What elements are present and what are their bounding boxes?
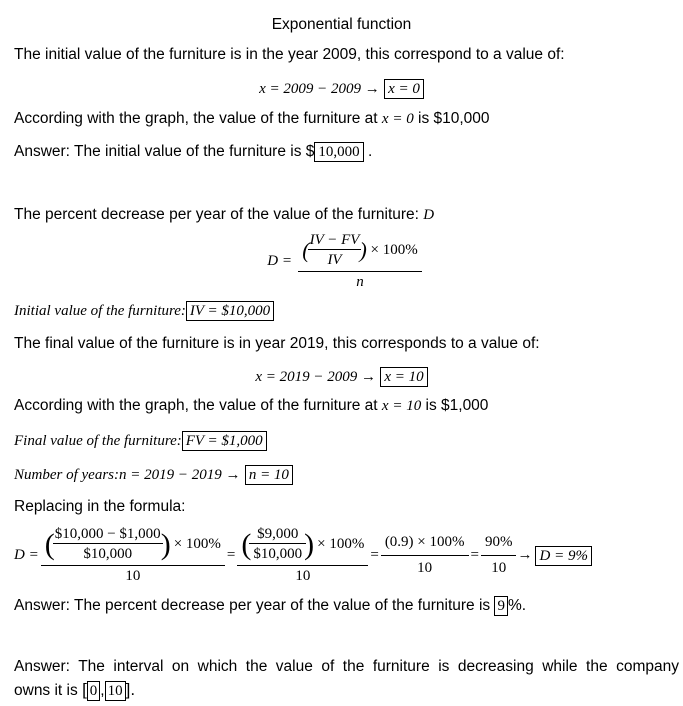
number-of-years-row xyxy=(14,465,293,485)
iv-label: Initial value of the furniture: xyxy=(14,303,186,319)
arrow: → xyxy=(517,547,533,563)
final-value-row xyxy=(14,431,267,451)
text-prefix: According with the graph, the value of the furniture at xyxy=(14,397,378,414)
equation-result-box: x = 10 xyxy=(380,367,427,387)
calc-fraction-1-top: $10,000 − $1,000 xyxy=(54,526,161,542)
equation-lhs: x = 2019 − 2009 → xyxy=(255,369,377,385)
answer-suffix: . xyxy=(367,143,373,160)
years-box: n = 10 xyxy=(245,465,293,485)
calc-fraction-4-num: 90% xyxy=(484,534,513,550)
answer-box: 9 xyxy=(494,596,508,616)
formula-inner-bottom: IV xyxy=(308,249,362,269)
final-x-equation xyxy=(0,367,683,387)
iv-box: IV = $10,000 xyxy=(186,301,274,321)
answer-prefix: Answer: The percent decrease per year of the value of the furniture is xyxy=(14,597,491,614)
calc-fraction-3-num: (0.9) × 100% xyxy=(384,534,465,550)
equation-lhs: x = 2009 − 2009 → xyxy=(259,81,380,97)
years-label: Number of years: xyxy=(14,467,119,483)
formula-numerator: ( $\frac{IV - FV}{IV}$ ) × 100% xyxy=(302,232,418,268)
calc-fraction-1 xyxy=(43,526,223,585)
calc-fraction-1-bottom: $10,000 xyxy=(53,543,163,563)
calc-fraction-2-times: × 100% xyxy=(317,536,365,552)
interval-comma: , xyxy=(100,682,105,699)
interval-answer-line2 xyxy=(14,680,135,701)
percent-decrease-answer xyxy=(14,596,526,616)
calc-fraction-4-den: 10 xyxy=(481,555,517,577)
graph-final-value-text xyxy=(14,397,488,415)
intro-text: The percent decrease per year of the value of the furniture: xyxy=(14,206,419,223)
result-box: D = 9% xyxy=(535,546,591,566)
years-equation: n = 2019 − 2019 → xyxy=(119,467,241,483)
intro-variable: D xyxy=(423,207,435,223)
formula-times: × 100% xyxy=(370,241,418,258)
calc-fraction-1-numerator: ( $\frac{\$10,000 - \$1,000}{\$10,000}$ ) × 100% xyxy=(44,526,221,562)
interval-open-bracket: [ xyxy=(82,680,87,699)
calc-fraction-2-bottom: $10,000 xyxy=(249,543,306,563)
page-title: Exponential function xyxy=(271,16,412,33)
percent-decrease-formula xyxy=(0,232,683,291)
initial-year-text: The initial value of the furniture is in the year 2009, this correspond to a value of: xyxy=(14,46,565,63)
interval-prefix: owns it is xyxy=(14,682,78,699)
formula-fraction xyxy=(300,232,419,291)
calc-fraction-2 xyxy=(239,526,366,585)
initial-value-answer xyxy=(14,142,372,162)
graph-initial-value-text xyxy=(14,110,490,128)
formula-denominator: n xyxy=(298,271,421,291)
percent-decrease-intro xyxy=(14,206,434,224)
calc-fraction-2-den: 10 xyxy=(237,565,368,585)
interval-end-box: 10 xyxy=(105,681,126,701)
replacing-text: Replacing in the formula: xyxy=(14,498,186,515)
answer-prefix: Answer: The initial value of the furniture is $ xyxy=(14,143,315,160)
equals-sign: = xyxy=(370,547,379,563)
interval-answer-line1: Answer: The interval on which the value of the furniture is decreasing while the company xyxy=(14,658,679,675)
fv-label: Final value of the furniture: xyxy=(14,433,182,449)
interval-close-bracket: ]. xyxy=(125,680,136,699)
calc-fraction-4 xyxy=(483,534,515,577)
calc-fraction-3 xyxy=(383,534,467,577)
formula-inner-top: IV − FV xyxy=(309,232,360,248)
calc-fraction-2-numerator: ( $\frac{\$9,000}{\$10,000}$ ) × 100% xyxy=(241,526,365,562)
final-year-text: The final value of the furniture is in year 2019, this corresponds to a value of: xyxy=(14,335,540,352)
fv-box: FV = $1,000 xyxy=(182,431,267,451)
answer-suffix: %. xyxy=(507,597,527,614)
calc-fraction-1-den: 10 xyxy=(41,565,225,585)
initial-value-row xyxy=(14,301,274,321)
equals-sign: = xyxy=(226,547,236,563)
answer-box: 10,000 xyxy=(314,142,363,162)
text-suffix: is $1,000 xyxy=(425,397,489,414)
equation-result-box: x = 0 xyxy=(384,79,424,99)
text-prefix: According with the graph, the value of the furniture at xyxy=(14,110,378,127)
calc-fraction-1-times: × 100% xyxy=(173,536,221,552)
formula-inner-fraction xyxy=(310,232,360,269)
x-value: x = 10 xyxy=(381,398,422,414)
interval-start-box: 0 xyxy=(87,681,101,701)
calc-lhs: D = xyxy=(14,547,39,563)
x-value: x = 0 xyxy=(381,111,414,127)
calc-fraction-2-top: $9,000 xyxy=(257,526,299,542)
text-suffix: is $10,000 xyxy=(418,110,490,127)
initial-x-equation xyxy=(0,79,683,99)
formula-lhs: D = xyxy=(267,253,292,269)
equals-sign: = xyxy=(470,547,479,563)
calculation-row xyxy=(14,526,592,585)
calc-fraction-3-den: 10 xyxy=(381,555,469,577)
